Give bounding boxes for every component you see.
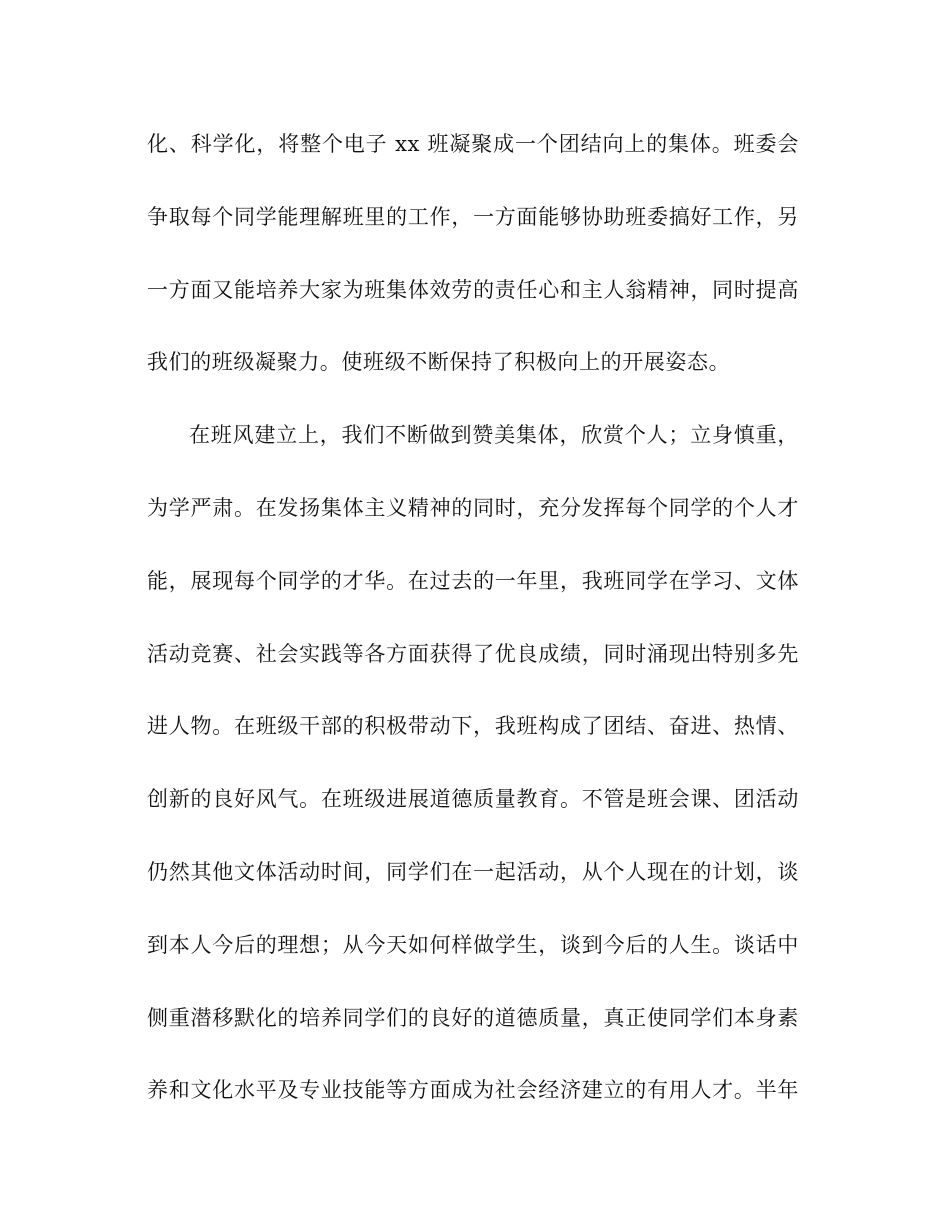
text-line: 一方面又能培养大家为班集体效劳的责任心和主人翁精神，同时提高 [147, 277, 799, 302]
text-line: 活动竞赛、社会实践等各方面获得了优良成绩，同时涌现出特别多先 [147, 641, 799, 666]
text-line: 养和文化水平及专业技能等方面成为社会经济建立的有用人才。半年 [147, 1078, 799, 1103]
text-line: 到本人今后的理想；从今天如何样做学生，谈到今后的人生。谈话中 [147, 932, 799, 957]
text-line: 侧重潜移默化的培养同学们的良好的道德质量，真正使同学们本身素 [147, 1005, 799, 1030]
body-text [147, 122, 799, 1141]
text-line: 为学严肃。在发扬集体主义精神的同时，充分发挥每个同学的个人才 [147, 495, 799, 520]
text-line: 争取每个同学能理解班里的工作，一方面能够协助班委搞好工作，另 [147, 204, 799, 229]
text-line: 能，展现每个同学的才华。在过去的一年里，我班同学在学习、文体 [147, 568, 799, 593]
text-line-indented: 在班风建立上，我们不断做到赞美集体，欣赏个人；立身慎重， [189, 423, 799, 448]
text-line: 进人物。在班级干部的积极带动下，我班构成了团结、奋进、热情、 [147, 714, 799, 739]
text-line: 仍然其他文体活动时间，同学们在一起活动，从个人现在的计划，谈 [147, 859, 799, 884]
text-line: 创新的良好风气。在班级进展道德质量教育。不管是班会课、团活动 [147, 787, 799, 812]
text-line: 我们的班级凝聚力。使班级不断保持了积极向上的开展姿态。 [147, 350, 731, 375]
text-line: 化、科学化，将整个电子 xx 班凝聚成一个团结向上的集体。班委会 [147, 132, 799, 156]
